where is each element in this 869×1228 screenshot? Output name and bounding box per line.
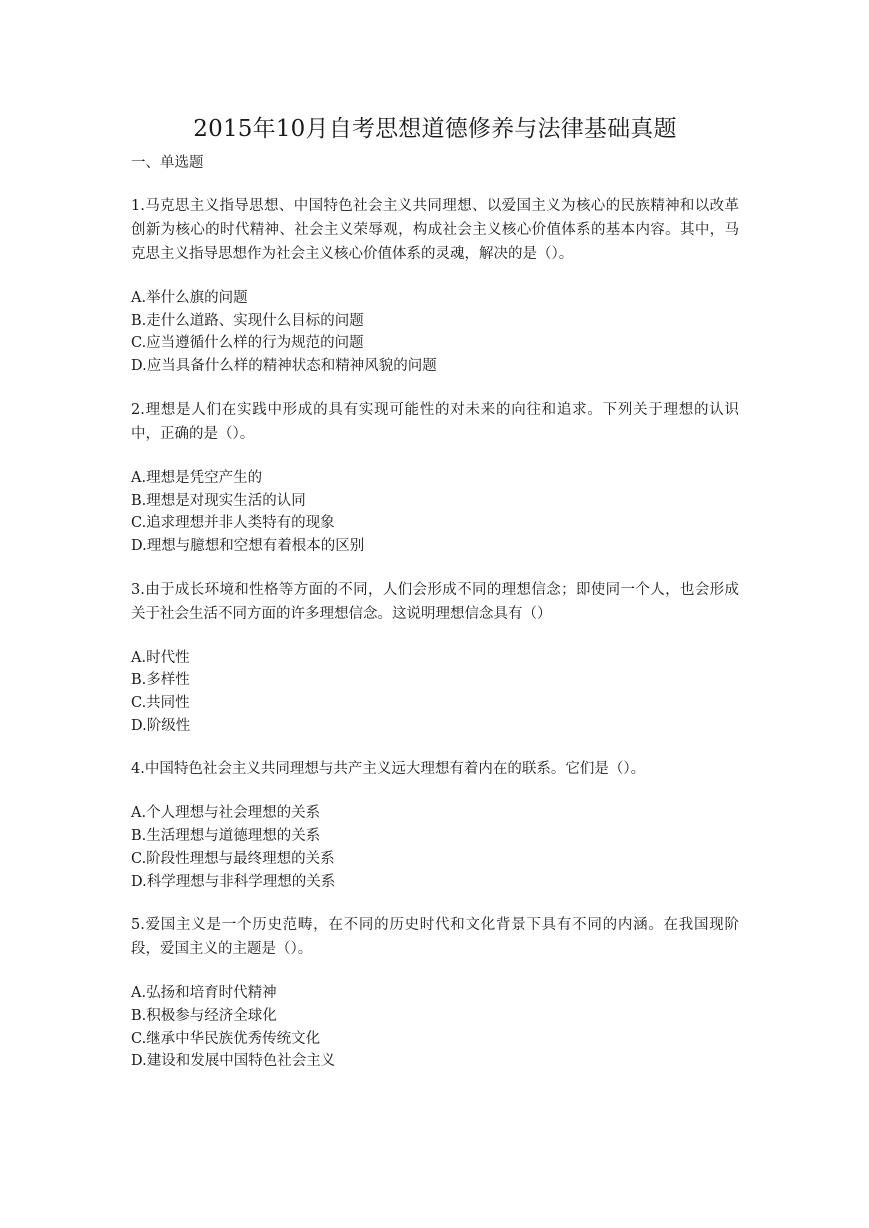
option-c: C.追求理想并非人类特有的现象 — [131, 515, 335, 532]
option-b: B.生活理想与道德理想的关系 — [131, 828, 321, 845]
option-d: D.应当具备什么样的精神状态和精神风貌的问题 — [131, 358, 437, 375]
question-2 — [131, 398, 739, 558]
option-list — [131, 287, 739, 378]
option-c: C.继承中华民族优秀传统文化 — [131, 1030, 321, 1047]
option-list — [131, 467, 739, 558]
option-d: D.理想与臆想和空想有着根本的区别 — [131, 537, 365, 554]
option-d: D.科学理想与非科学理想的关系 — [131, 873, 336, 890]
question-4 — [131, 757, 739, 893]
option-c: C.阶段性理想与最终理想的关系 — [131, 850, 335, 867]
question-stem: 2.理想是人们在实践中形成的具有实现可能性的对未来的向往和追求。下列关于理想的认识中，正确的是（）。 — [131, 401, 739, 442]
option-a: A.举什么旗的问题 — [131, 290, 248, 306]
question-3 — [131, 578, 739, 738]
option-a: A.理想是凭空产生的 — [131, 469, 263, 486]
question-stem: 5.爱国主义是一个历史范畴，在不同的历史时代和文化背景下具有不同的内涵。在我国现阶段，爱国主义的主题是（）。 — [131, 917, 739, 958]
option-b: B.走什么道路、实现什么目标的问题 — [131, 312, 364, 329]
option-list — [131, 982, 739, 1073]
option-list — [131, 802, 739, 893]
option-c: C.应当遵循什么样的行为规范的问题 — [131, 335, 364, 352]
option-a: A.弘扬和培育时代精神 — [131, 985, 277, 1002]
section-heading: 一、单选题 — [131, 155, 204, 171]
option-b: B.多样性 — [131, 672, 190, 689]
option-c: C.共同性 — [131, 695, 190, 712]
option-d: D.建设和发展中国特色社会主义 — [131, 1053, 336, 1070]
option-b: B.积极参与经济全球化 — [131, 1007, 277, 1024]
option-a: A.个人理想与社会理想的关系 — [131, 805, 321, 822]
question-1 — [131, 194, 739, 378]
question-5 — [131, 913, 739, 1073]
question-stem: 3.由于成长环境和性格等方面的不同，人们会形成不同的理想信念；即使同一个人，也会形成关于社会生活不同方面的许多理想信念。这说明理想信念具有（） — [131, 581, 739, 622]
document-title: 2015年10月自考思想道德修养与法律基础真题 — [193, 116, 677, 142]
question-stem: 1.马克思主义指导思想、中国特色社会主义共同理想、以爱国主义为核心的民族精神和以改革创新为核心的时代精神、社会主义荣辱观，构成社会主义核心价值体系的基本内容。其中，马克思主义指导思想作为社会主义核心价值体系的灵魂，解决的是（）。 — [131, 198, 739, 262]
question-stem: 4.中国特色社会主义共同理想与共产主义远大理想有着内在的联系。它们是（）。 — [131, 761, 646, 778]
option-d: D.阶级性 — [131, 717, 191, 734]
option-list — [131, 647, 739, 738]
option-a: A.时代性 — [131, 649, 190, 666]
option-b: B.理想是对现实生活的认同 — [131, 492, 306, 509]
